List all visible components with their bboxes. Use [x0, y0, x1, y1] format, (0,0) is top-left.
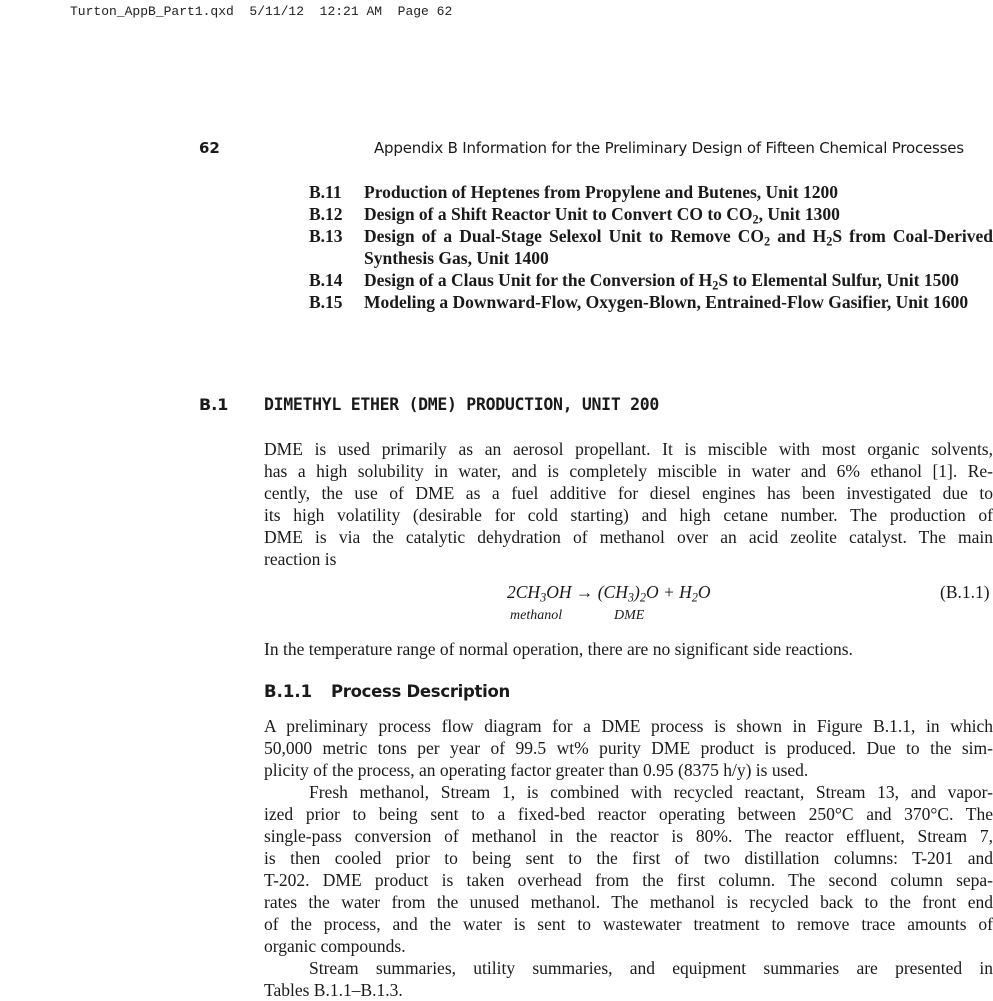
- subscript: 2: [752, 212, 759, 227]
- toc-title-part: , Unit 1300: [758, 204, 840, 224]
- text-line: has a high solubility in water, and is completely miscible in water and 6% ethanol [1]. Re-: [264, 461, 993, 481]
- toc-number: B.11: [309, 182, 342, 202]
- intro-paragraph: [264, 438, 993, 570]
- equation-label-dme: DME: [614, 608, 645, 623]
- toc-item: [309, 225, 993, 269]
- text-line: plicity of the process, an operating factor greater than 0.95 (8375 h/y) is used.: [264, 760, 809, 780]
- toc-title-part: Design of a Claus Unit for the Conversion of H: [364, 270, 713, 290]
- text-line: 50,000 metric tons per year of 99.5 wt% purity DME product is produced. Due to the sim-: [264, 738, 993, 758]
- toc-title: Modeling a Downward-Flow, Oxygen-Blown, Entrained-Flow Gasifier, Unit 1600: [364, 292, 969, 312]
- text-line: T-202. DME product is taken overhead from the first column. The second column sepa-: [264, 870, 993, 890]
- toc-title-part: and H: [770, 226, 827, 246]
- equation-part: ): [633, 582, 640, 602]
- process-paragraph-3: [264, 957, 993, 1001]
- section-number: B.1: [199, 395, 229, 414]
- toc-title-part: Design of a Dual-Stage Selexol Unit to Remove CO: [364, 226, 765, 246]
- equation-part: O: [697, 582, 711, 602]
- section-title: DIMETHYL ETHER (DME) PRODUCTION, UNIT 200: [264, 395, 659, 414]
- text-line: Tables B.1.1–B.1.3.: [264, 980, 403, 1000]
- equation-part: OH → (CH: [546, 582, 628, 602]
- equation-number: (B.1.1): [940, 582, 990, 602]
- toc-number: B.15: [309, 292, 343, 312]
- toc-number: B.12: [309, 204, 343, 224]
- subscript: 2: [764, 234, 771, 249]
- toc-item: [309, 203, 993, 225]
- subscript: 2: [691, 590, 698, 605]
- text-line: its high volatility (desirable for cold starting) and high cetane number. The production of: [264, 505, 993, 525]
- subscript: 3: [540, 590, 547, 605]
- toc-title-part: Design of a Shift Reactor Unit to Convert CO to CO: [364, 204, 753, 224]
- file-slug: Turton_AppB_Part1.qxd 5/11/12 12:21 AM Page 62: [70, 4, 453, 19]
- equation-part: 2CH: [507, 582, 541, 602]
- toc-title: [364, 203, 993, 225]
- equation: [507, 582, 711, 603]
- text-line: A preliminary process flow diagram for a DME process is shown in Figure B.1.1, in which: [264, 716, 993, 736]
- subscript: 2: [712, 278, 719, 293]
- toc-list: [309, 181, 993, 313]
- toc-item: [309, 181, 993, 203]
- text-line: organic compounds.: [264, 936, 406, 956]
- subscript: 3: [627, 590, 634, 605]
- text-line: reaction is: [264, 549, 337, 569]
- toc-title: [364, 269, 993, 291]
- equation-part: O + H: [645, 582, 692, 602]
- running-head: Appendix B Information for the Preliminary Design of Fifteen Chemical Processes: [374, 139, 964, 157]
- text-line: ized prior to being sent to a fixed-bed reactor operating between 250°C and 370°C. The: [264, 804, 993, 824]
- text-line: Stream summaries, utility summaries, and equipment summaries are presented in: [309, 958, 993, 978]
- subsection-title: Process Description: [331, 682, 510, 701]
- subscript: 2: [639, 590, 646, 605]
- text-line: Fresh methanol, Stream 1, is combined with recycled reactant, Stream 13, and vapor-: [309, 782, 993, 802]
- toc-item: [309, 269, 993, 291]
- toc-item: [309, 291, 993, 313]
- subsection-number: B.1.1: [264, 682, 313, 701]
- toc-number: B.13: [309, 226, 343, 246]
- text-line: In the temperature range of normal operation, there are no significant side reactions.: [264, 639, 853, 659]
- text-line: of the process, and the water is sent to wastewater treatment to remove trace amounts of: [264, 914, 993, 934]
- equation-label-methanol: methanol: [510, 608, 563, 623]
- toc-title: [364, 225, 993, 269]
- text-line: single-pass conversion of methanol in the reactor is 80%. The reactor effluent, Stream 7,: [264, 826, 993, 846]
- toc-number: B.14: [309, 270, 343, 290]
- toc-title-part: S from Coal-Derived Synthesis Gas, Unit 1400: [364, 226, 993, 268]
- toc-title-part: S to Elemental Sulfur, Unit 1500: [718, 270, 959, 290]
- process-paragraph-1: [264, 715, 993, 781]
- text-line: DME is via the catalytic dehydration of methanol over an acid zeolite catalyst. The main: [264, 527, 993, 547]
- toc-title: Production of Heptenes from Propylene and Butenes, Unit 1200: [364, 182, 838, 202]
- side-reactions-paragraph: [264, 638, 993, 660]
- subscript: 2: [826, 234, 833, 249]
- text-line: rates the water from the unused methanol. The methanol is recycled back to the front end: [264, 892, 993, 912]
- page-number: 62: [199, 139, 220, 157]
- text-line: is then cooled prior to being sent to the first of two distillation columns: T-201 and: [264, 848, 993, 868]
- text-line: cently, the use of DME as a fuel additive for diesel engines has been investigated due to: [264, 483, 993, 503]
- process-paragraph-2: [264, 781, 993, 957]
- text-line: DME is used primarily as an aerosol propellant. It is miscible with most organic solvents,: [264, 439, 993, 459]
